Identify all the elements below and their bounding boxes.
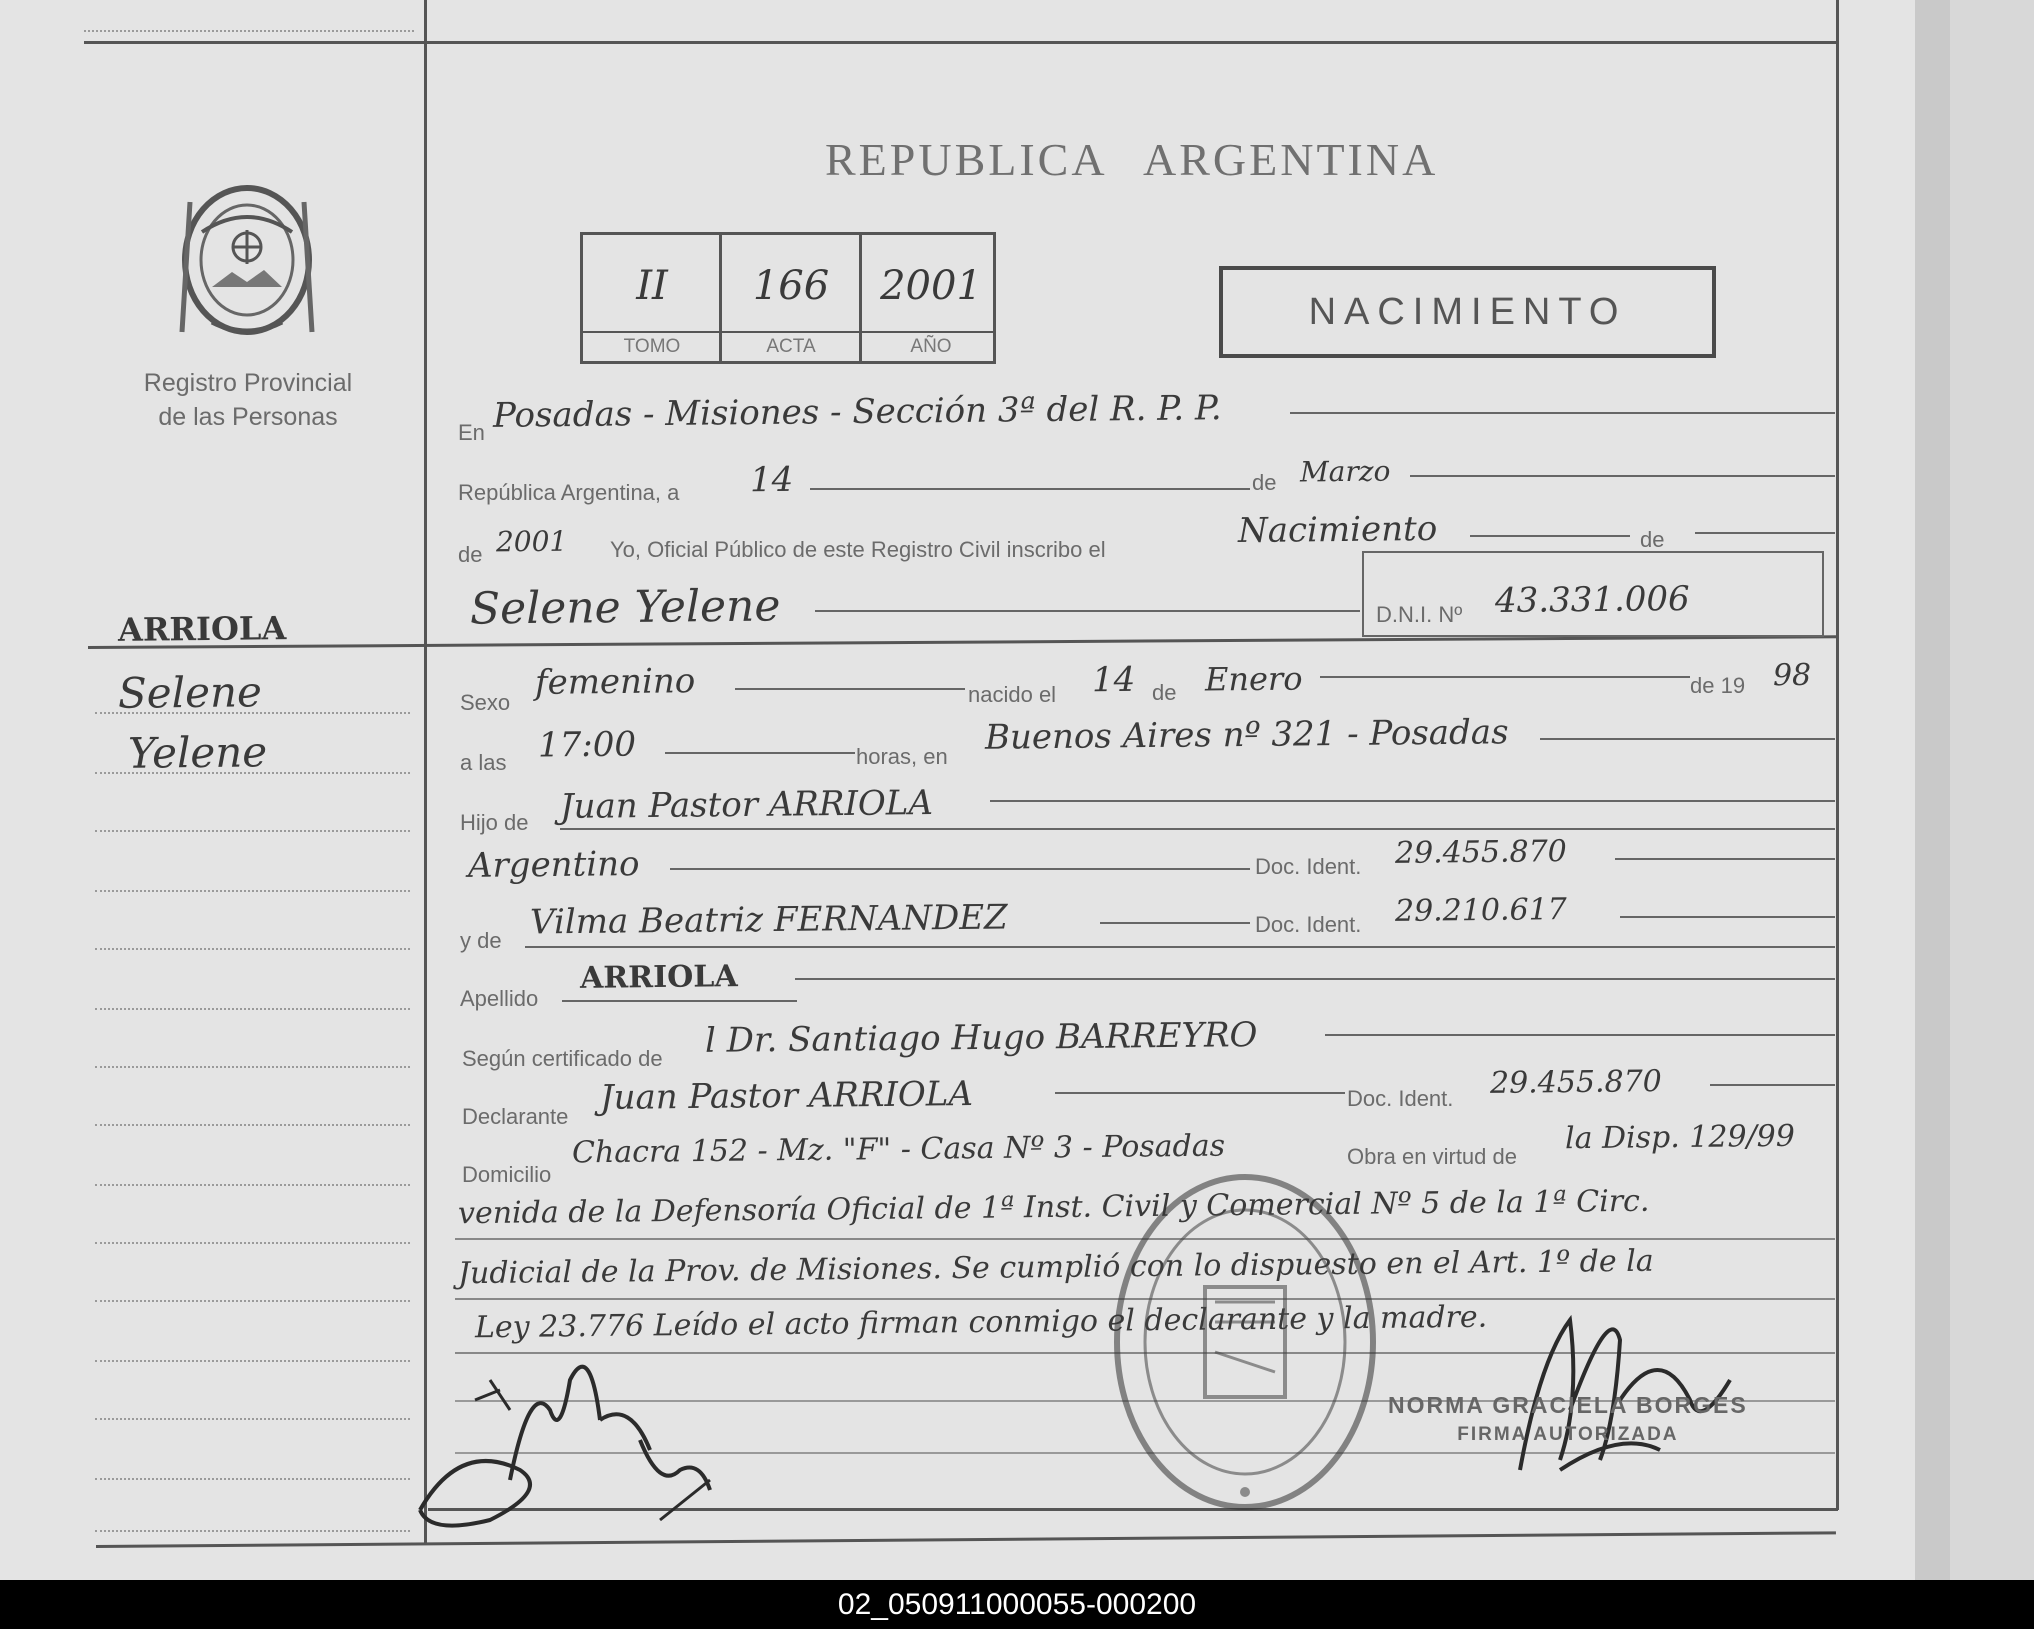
- apellido-value: ARRIOLA: [579, 959, 738, 996]
- note-line-2: Judicial de la Prov. de Misiones. Se cumplió con lo dispuesto en el Art. 1º de la: [457, 1243, 1654, 1292]
- tomo-label: TOMO: [623, 336, 681, 357]
- margin-line: [95, 1478, 410, 1480]
- obra-value: la Disp. 129/99: [1564, 1118, 1796, 1157]
- fecha-label: República Argentina, a: [458, 480, 680, 505]
- note-line-3: Ley 23.776 Leído el acto firman conmigo el declarante y la madre.: [474, 1299, 1488, 1346]
- margin-name1: Selene: [117, 667, 263, 718]
- declarante-doc: 29.455.870: [1489, 1064, 1662, 1101]
- margin-line: [95, 1300, 410, 1302]
- note-line-1: venida de la Defensoría Oficial de 1ª Inst. Civil y Comercial Nº 5 de la 1ª Circ.: [457, 1183, 1650, 1232]
- father-doc-line: [1615, 858, 1835, 860]
- father-doc: 29.455.870: [1394, 834, 1567, 871]
- event-value: Nacimiento: [1237, 508, 1438, 552]
- dni-value: 43.331.006: [1494, 578, 1690, 622]
- margin-line: [95, 1008, 410, 1010]
- mother-line2: [525, 946, 1835, 948]
- declarante-doc-line: [1710, 1084, 1835, 1086]
- anio-value: 2001: [880, 263, 982, 309]
- declarant-signature-icon: [400, 1320, 780, 1540]
- document-title: REPUBLICA ARGENTINA: [825, 134, 1439, 185]
- certificado-line: [1325, 1034, 1835, 1036]
- place-value: Buenos Aires nº 321 - Posadas: [984, 712, 1509, 758]
- tomo-value: II: [636, 263, 668, 309]
- mother-doc-line: [1620, 916, 1835, 918]
- nacido-month: Enero: [1204, 659, 1303, 699]
- mother-name: Vilma Beatriz FERNANDEZ: [529, 897, 1008, 943]
- apellido-line: [795, 978, 1835, 980]
- signatory-name: NORMA GRACIELA BORGES: [1388, 1392, 1748, 1418]
- hijo-de-label: Hijo de: [460, 810, 529, 835]
- certificado-label: Según certificado de: [462, 1046, 663, 1071]
- en-label: En: [458, 420, 485, 445]
- y-de-label: y de: [460, 928, 502, 953]
- year-line-end: [1695, 532, 1835, 534]
- declarante-line: [1055, 1092, 1345, 1094]
- nacido-de-label: de: [1152, 680, 1177, 705]
- nacido-year-label: de 19: [1690, 673, 1746, 698]
- domicilio-value: Chacra 152 - Mz. "F" - Casa Nº 3 - Posadas: [571, 1128, 1226, 1171]
- apellido-label: Apellido: [460, 986, 539, 1011]
- fecha-month: Marzo: [1299, 454, 1391, 489]
- registry-name-line1: Registro Provincial: [143, 369, 353, 397]
- nacido-year: 98: [1772, 657, 1812, 694]
- declarante-label: Declarante: [462, 1104, 569, 1129]
- nacido-label: nacido el: [968, 682, 1057, 707]
- fecha-day: 14: [749, 459, 794, 501]
- hora-label: a las: [460, 750, 507, 775]
- misiones-coat-of-arms-icon: [172, 172, 322, 342]
- father-name: Juan Pastor ARRIOLA: [559, 783, 934, 827]
- place-line: [1540, 738, 1835, 740]
- mother-doc-label: Doc. Ident.: [1255, 912, 1362, 937]
- anio-label: AÑO: [910, 336, 952, 357]
- father-nationality: Argentino: [467, 844, 640, 886]
- margin-line: [95, 1242, 410, 1244]
- nacido-line: [1320, 676, 1690, 678]
- oficial-text: Yo, Oficial Público de este Registro Civil inscribo el: [610, 537, 1106, 562]
- registry-name: [98, 366, 398, 434]
- margin-dotline: [84, 30, 414, 32]
- margin-line: [95, 1418, 410, 1420]
- margin-line: [95, 712, 410, 714]
- mother-doc: 29.210.617: [1394, 892, 1567, 929]
- page-edge-background: [1950, 0, 2034, 1580]
- apellido-underline: [562, 1000, 797, 1002]
- margin-line: [95, 1184, 410, 1186]
- sexo-value: femenino: [534, 661, 696, 703]
- official-signature-icon: [1500, 1280, 1760, 1490]
- right-border: [1836, 0, 1839, 1510]
- margin-surname: ARRIOLA: [117, 609, 287, 649]
- record-type-box: NACIMIENTO: [1219, 266, 1716, 358]
- year-de2-label: de: [1640, 527, 1665, 552]
- margin-line: [95, 1360, 410, 1362]
- sexo-label: Sexo: [460, 690, 511, 715]
- obra-label: Obra en virtud de: [1347, 1144, 1517, 1169]
- hora-line: [665, 752, 855, 754]
- father-doc-label: Doc. Ident.: [1255, 854, 1362, 879]
- margin-line: [95, 890, 410, 892]
- year-de-label: de: [458, 542, 483, 567]
- en-line: [1290, 412, 1835, 414]
- registry-name-line2: de las Personas: [158, 403, 338, 431]
- certificado-value: l Dr. Santiago Hugo BARREYRO: [704, 1015, 1258, 1061]
- event-line: [1470, 535, 1630, 537]
- fecha-de-label: de: [1252, 470, 1277, 495]
- year-value: 2001: [495, 524, 568, 559]
- nacido-day: 14: [1091, 659, 1136, 701]
- margin-line: [95, 948, 410, 950]
- signatory-title: FIRMA AUTORIZADA: [1457, 1424, 1679, 1445]
- margin-line: [95, 830, 410, 832]
- sexo-line: [735, 688, 965, 690]
- signatory-block: [1388, 1390, 1748, 1450]
- horas-en-label: horas, en: [856, 744, 948, 769]
- hora-value: 17:00: [537, 724, 637, 766]
- mother-line: [1100, 922, 1250, 924]
- margin-line: [95, 772, 410, 774]
- margin-name2: Yelene: [127, 727, 268, 778]
- domicilio-label: Domicilio: [462, 1162, 552, 1187]
- margin-line: [95, 1124, 410, 1126]
- child-name: Selene Yelene: [469, 580, 781, 635]
- left-column-divider: [424, 0, 427, 1545]
- declarante-doc-label: Doc. Ident.: [1347, 1086, 1454, 1111]
- nationality-line: [670, 868, 1250, 870]
- child-name-line: [815, 610, 1360, 612]
- dni-label: D.N.I. Nº: [1376, 602, 1463, 627]
- father-line2: [560, 828, 1835, 830]
- fecha-month-line: [1410, 475, 1835, 477]
- record-id-table: [580, 232, 996, 364]
- margin-line: [95, 1530, 410, 1532]
- declarante-value: Juan Pastor ARRIOLA: [599, 1074, 974, 1118]
- scan-footer-code: 02_050911000055-000200: [0, 1580, 2034, 1629]
- acta-value: 166: [752, 263, 830, 309]
- top-rule: [84, 41, 1839, 44]
- margin-line: [95, 1066, 410, 1068]
- father-line: [990, 800, 1835, 802]
- acta-label: ACTA: [766, 336, 816, 357]
- en-value: Posadas - Misiones - Sección 3ª del R. P. P.: [492, 388, 1222, 436]
- registry-seal-icon: [1105, 1162, 1385, 1522]
- fecha-line: [810, 488, 1250, 490]
